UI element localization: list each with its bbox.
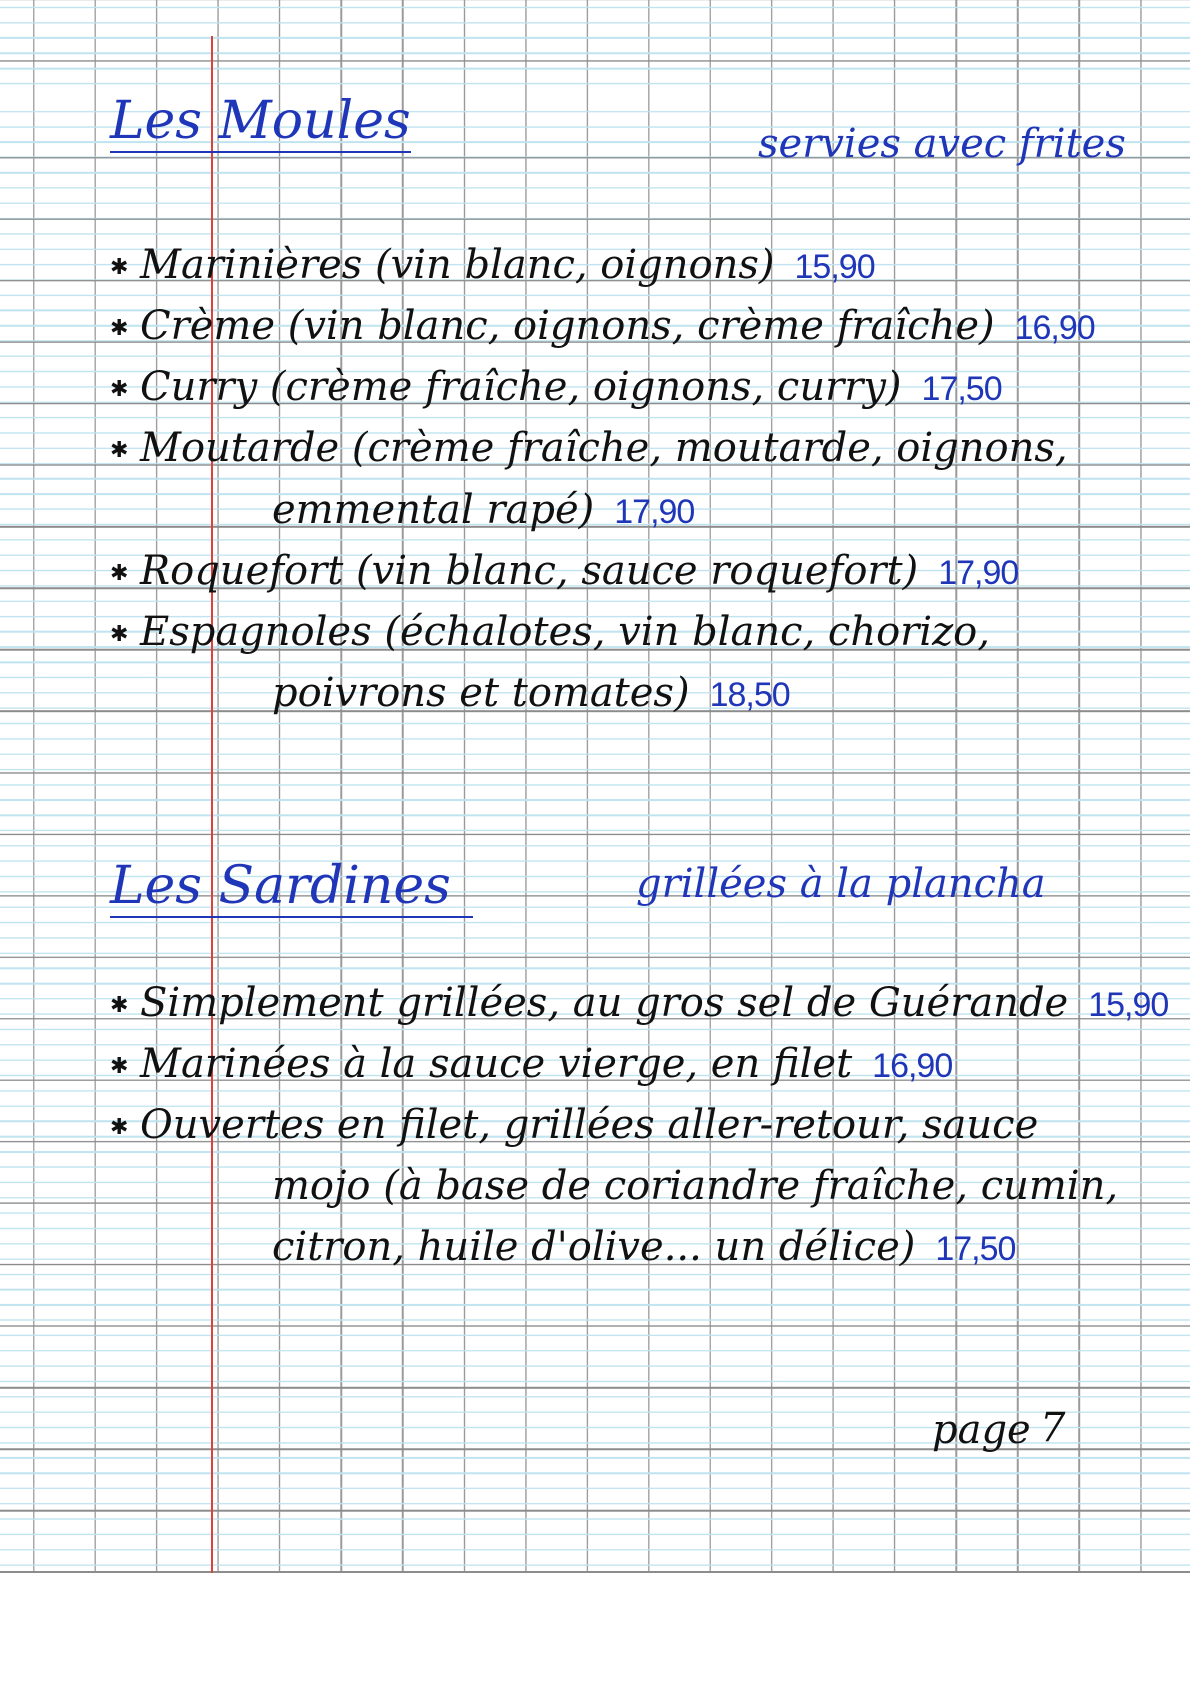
item-price: 17,50 [935,1230,1016,1268]
item-text: Simplement grillées, au gros sel de Guérande [140,980,1069,1026]
item-text: Marinées à la sauce vierge, en filet [140,1041,853,1087]
page-label: page [932,1407,1031,1453]
bullet-icon: ✱ [110,316,129,341]
item-text-continued: mojo (à base de coriandre fraîche, cumin, [272,1163,1119,1209]
item-price: 15,90 [794,248,875,286]
paper-edge [0,1571,1190,1573]
bullet-icon: ✱ [110,438,129,463]
item-price: 17,90 [938,554,1019,592]
item-price: 16,90 [1014,309,1095,347]
bullet-icon: ✱ [110,1054,129,1079]
item-price: 18,50 [709,676,790,714]
bullet-icon: ✱ [110,561,129,586]
item-text: Curry (crème fraîche, oignons, curry) [140,364,902,410]
bullet-icon: ✱ [110,255,129,280]
bullet-icon: ✱ [110,993,129,1018]
item-text: Roquefort (vin blanc, sauce roquefort) [140,548,919,594]
item-text-continued: emmental rapé) [272,487,595,533]
section-note-sardines: grillées à la plancha [636,861,1046,907]
bullet-icon: ✱ [110,1115,129,1140]
menu-item [110,609,990,655]
menu-item [110,425,1068,471]
menu-item [110,1102,1039,1148]
item-text: Marinières (vin blanc, oignons) [140,242,775,288]
menu-item [110,303,1095,349]
section-note-moules: servies avec frites [758,121,1126,167]
item-text-continued: poivrons et tomates) [272,670,690,716]
item-price: 16,90 [872,1047,953,1085]
item-price: 17,50 [921,370,1002,408]
menu-item [110,364,1002,410]
section-title-sardines: Les Sardines [110,860,473,918]
item-text: Espagnoles (échalotes, vin blanc, chorizo, [140,609,990,655]
menu-item [110,242,875,288]
page-number: 7 [1040,1405,1066,1451]
menu-item [110,980,1169,1026]
item-text-continued: citron, huile d'olive... un délice) [272,1224,916,1270]
bullet-icon: ✱ [110,377,129,402]
section-title-moules: Les Moules [110,91,411,151]
menu-item [110,1041,953,1087]
item-text: Crème (vin blanc, oignons, crème fraîche) [140,303,995,349]
item-text: Moutarde (crème fraîche, moutarde, oignons, [140,425,1068,471]
menu-item-continuation [272,1224,1016,1270]
menu-item-continuation [272,1163,1119,1209]
menu-item [110,548,1019,594]
item-price: 17,90 [614,493,695,531]
item-price: 15,90 [1088,986,1169,1024]
menu-item-continuation [272,670,790,716]
item-text: Ouvertes en filet, grillées aller-retour, sauce [140,1102,1039,1148]
bullet-icon: ✱ [110,622,129,647]
menu-item-continuation [272,487,695,533]
